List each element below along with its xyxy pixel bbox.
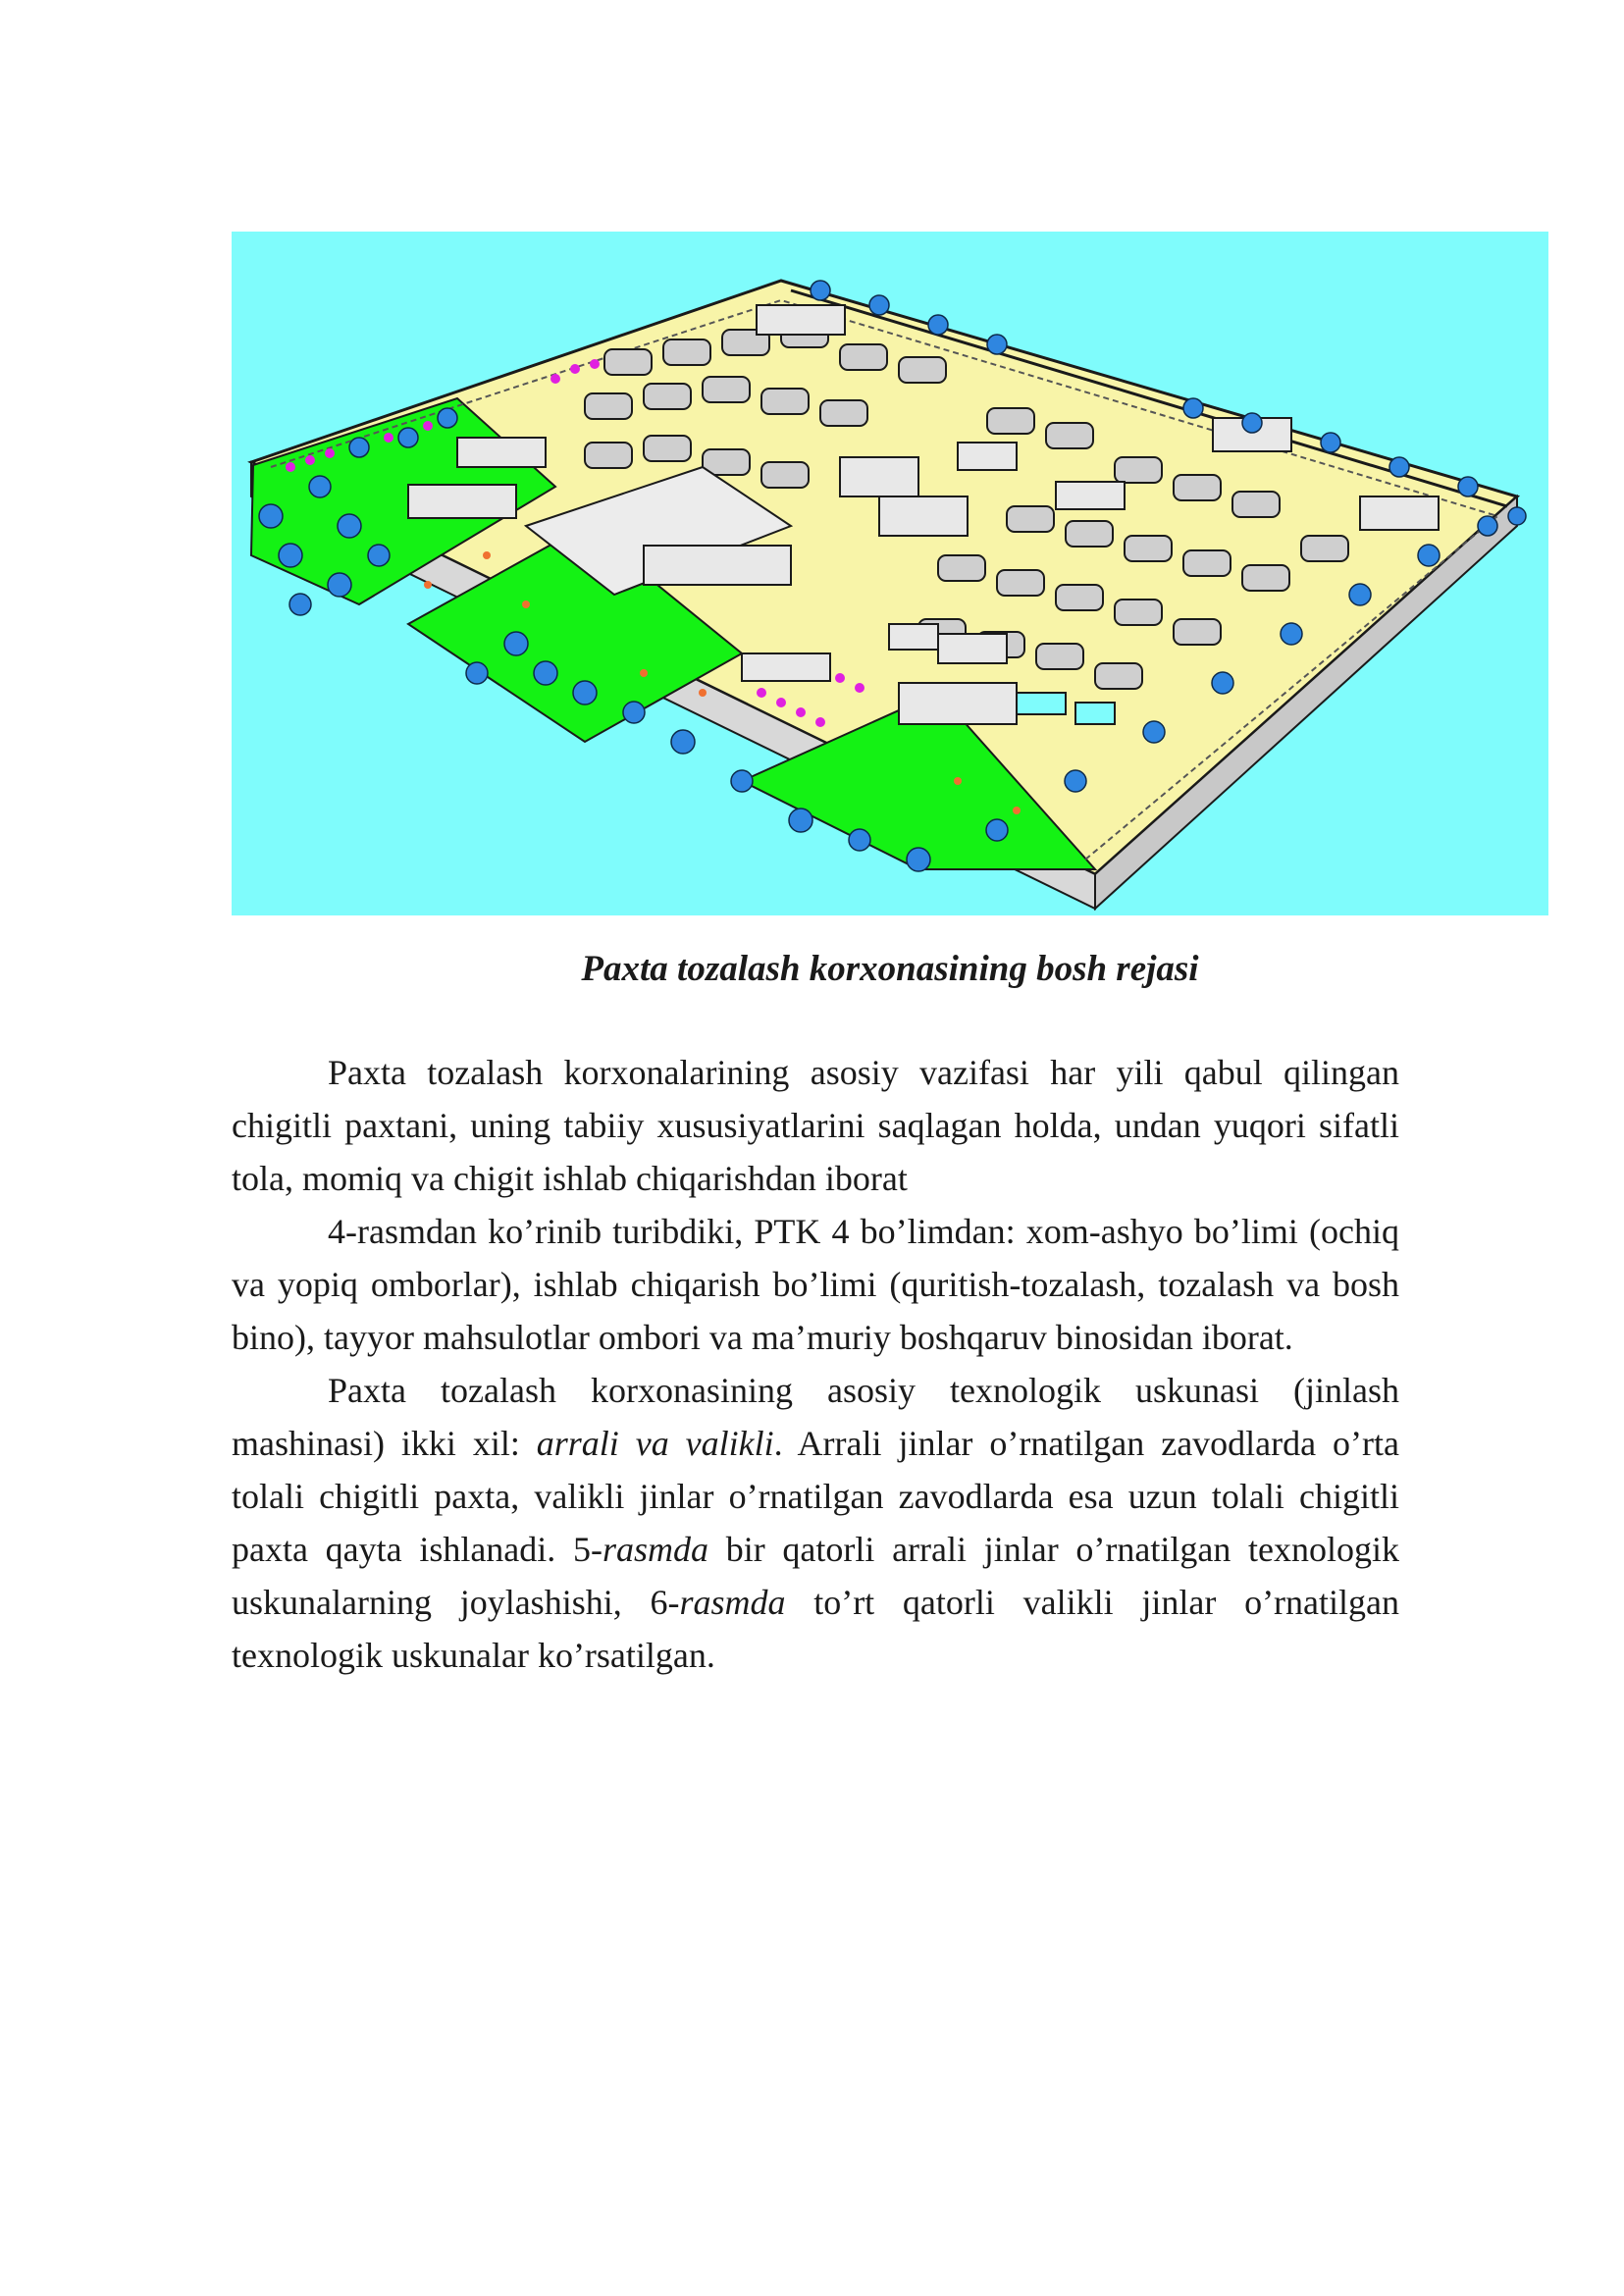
warehouse-top	[757, 305, 845, 335]
depot-building	[938, 634, 1007, 663]
paragraph-3-part-4: to’rt qatorli valikli jinlar o’rnatilgan texnologik uskunalar ko’rsatilgan.	[232, 1583, 1400, 1675]
main-building-wing	[644, 546, 791, 585]
office-building	[899, 683, 1017, 724]
dryer-building	[879, 496, 968, 536]
paragraph-3	[232, 1364, 1399, 1682]
paragraph-3-italic-3: rasmda	[679, 1583, 786, 1622]
site-plan-illustration	[232, 232, 1548, 915]
building-left-1	[457, 438, 546, 467]
paragraph-3-part-1: Paxta tozalash korxonasining asosiy texnologik uskunasi (jinlash mashinasi) ikki xil:	[232, 1371, 1399, 1463]
gate-building	[742, 653, 830, 681]
paragraph-3-italic-1: arrali va valikli	[536, 1424, 774, 1463]
long-shed	[889, 624, 938, 650]
admin-building	[840, 457, 918, 496]
block-right-2	[1360, 496, 1439, 530]
paragraph-2: 4-rasmdan ko’rinib turibdiki, PTK 4 bo’limdan: xom-ashyo bo’limi (ochiq va yopiq omborlar), ishlab chiqarish bo’limi (quritish-tozalash, tozalash va bosh bino), tayyor mahsulotlar ombori va ma’muriy boshqaruv binosidan iborat.	[232, 1212, 1399, 1357]
paragraph-1: Paxta tozalash korxonalarining asosiy vazifasi har yili qabul qilingan chigitli paxtani, uning tabiiy xususiyatlarini saqlagan holda, undan yuqori sifatli tola, momiq va chigit ishlab chiqarishdan iborat	[232, 1053, 1399, 1198]
site-plan-figure	[232, 232, 1548, 915]
paragraph-3-part-3: bir qatorli arrali jinlar o’rnatilgan texnologik uskunalarning joylashishi, 6-	[232, 1530, 1399, 1622]
building-left-2	[408, 485, 516, 518]
figure-caption: Paxta tozalash korxonasining bosh rejasi	[581, 949, 1199, 989]
body-text	[232, 1046, 1399, 1682]
paragraph-3-part-2: . Arrali jinlar o’rnatilgan zavodlarda o’rta tolali chigitli paxta, valikli jinlar o’rnatilgan zavodlarda esa uzun tolali chigitli paxta qayta ishlanadi. 5-	[232, 1424, 1400, 1569]
warehouse-mid	[958, 443, 1017, 470]
paragraph-3-italic-2: rasmda	[602, 1530, 709, 1569]
hall-center	[1056, 482, 1125, 509]
